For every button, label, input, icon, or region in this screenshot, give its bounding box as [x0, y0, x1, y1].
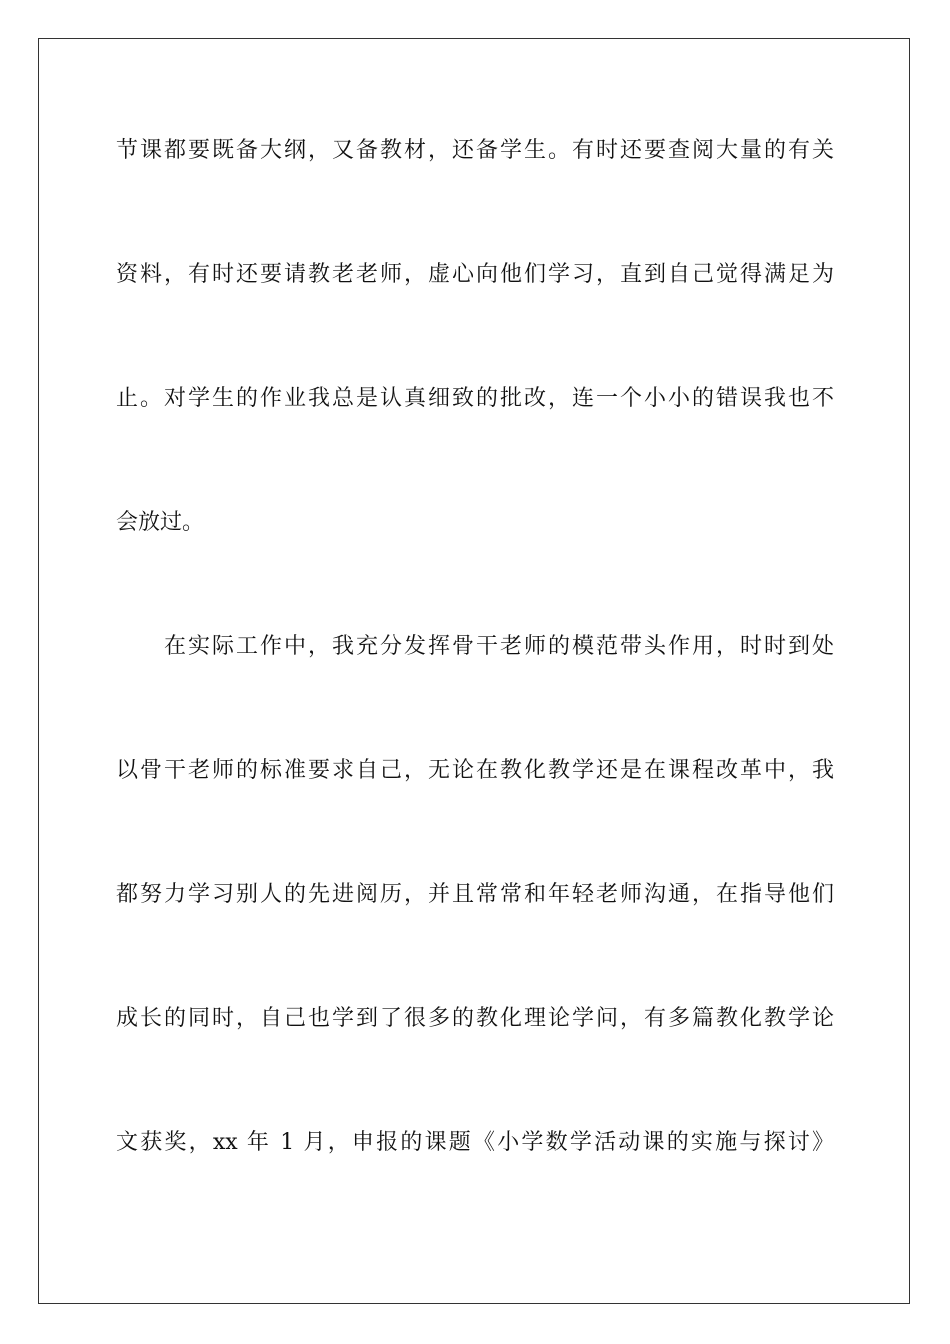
- text-line-4: 会放过。: [116, 510, 205, 535]
- page-border: [38, 38, 910, 1304]
- text-line-6: 以骨干老师的标准要求自己，无论在教化教学还是在课程改革中，我: [116, 758, 834, 783]
- text-line-2: 资料，有时还要请教老老师，虚心向他们学习，直到自己觉得满足为: [116, 262, 834, 287]
- text-line-5: 在实际工作中，我充分发挥骨干老师的模范带头作用，时时到处: [164, 634, 834, 659]
- text-line-7: 都努力学习别人的先进阅历，并且常常和年轻老师沟通，在指导他们: [116, 882, 834, 907]
- text-line-3: 止。对学生的作业我总是认真细致的批改，连一个小小的错误我也不: [116, 386, 834, 411]
- text-line-8: 成长的同时，自己也学到了很多的教化理论学问，有多篇教化教学论: [116, 1006, 834, 1031]
- text-line-1: 节课都要既备大纲，又备教材，还备学生。有时还要查阅大量的有关: [116, 138, 834, 163]
- text-line-9: 文获奖，xx 年 1 月，申报的课题《小学数学活动课的实施与探讨》: [116, 1130, 834, 1155]
